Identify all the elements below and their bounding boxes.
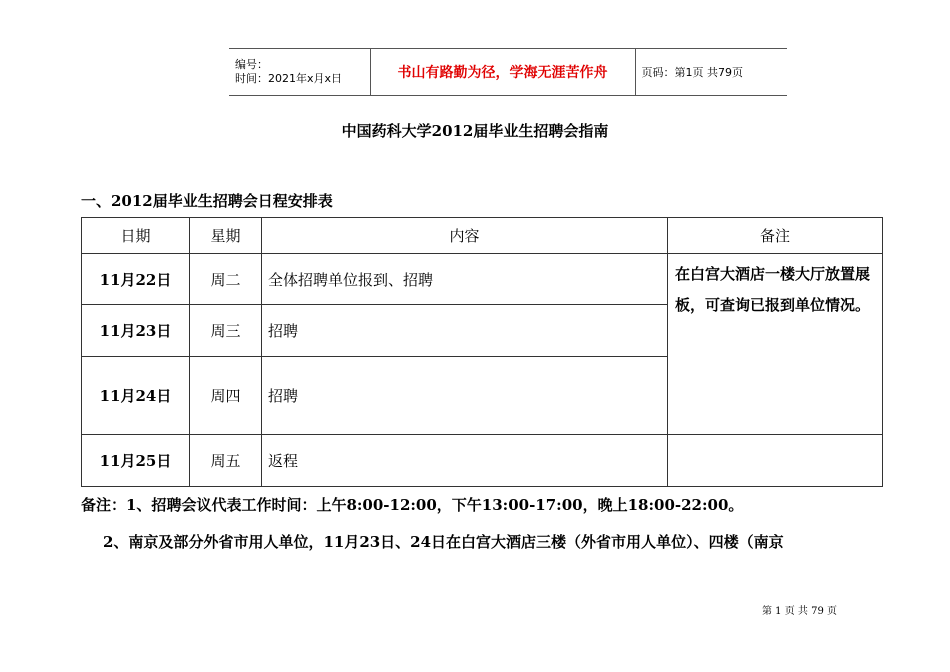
row-content: 招聘 [262, 357, 668, 435]
table-row [82, 254, 883, 305]
document-title: 中国药科大学2012届毕业生招聘会指南 [341, 122, 609, 140]
header-meta-cell [229, 49, 370, 96]
header-number-label: 编号： [235, 58, 268, 71]
row-note: 在白宫大酒店一楼大厅放置展板，可查询已报到单位情况。 [668, 254, 883, 435]
row-date: 11月24日 [82, 357, 190, 435]
row-content: 全体招聘单位报到、招聘 [262, 254, 668, 305]
col-header-content: 内容 [262, 218, 668, 254]
row-note-empty [668, 435, 883, 487]
col-header-weekday: 星期 [190, 218, 262, 254]
section-heading: 一、2012届毕业生招聘会日程安排表 [81, 192, 333, 210]
row-date: 11月23日 [82, 305, 190, 357]
page-footer: 第 1 页 共 79 页 [762, 606, 837, 617]
remark-line-2: 2、南京及部分外省市用人单位，11月23日、24日在白宫大酒店三楼（外省市用人单位）、四楼（南京 [103, 533, 784, 551]
header-time-label: 时间：2021年x月x日 [235, 72, 343, 85]
header-page-code: 页码：第1页 共79页 [635, 49, 787, 96]
remark-line-1: 备注：1、招聘会议代表工作时间：上午8:00-12:00，下午13:00-17:00，晚上18:00-22:00。 [81, 496, 744, 514]
header-motto: 书山有路勤为径，学海无涯苦作舟 [370, 49, 635, 96]
row-content: 返程 [262, 435, 668, 487]
row-date: 11月22日 [82, 254, 190, 305]
schedule-header-row [82, 218, 883, 254]
table-row [82, 435, 883, 487]
col-header-note: 备注 [668, 218, 883, 254]
row-content: 招聘 [262, 305, 668, 357]
row-weekday: 周五 [190, 435, 262, 487]
col-header-date: 日期 [82, 218, 190, 254]
schedule-table [81, 217, 883, 487]
row-weekday: 周二 [190, 254, 262, 305]
page-header [229, 48, 787, 96]
row-weekday: 周四 [190, 357, 262, 435]
row-weekday: 周三 [190, 305, 262, 357]
row-date: 11月25日 [82, 435, 190, 487]
